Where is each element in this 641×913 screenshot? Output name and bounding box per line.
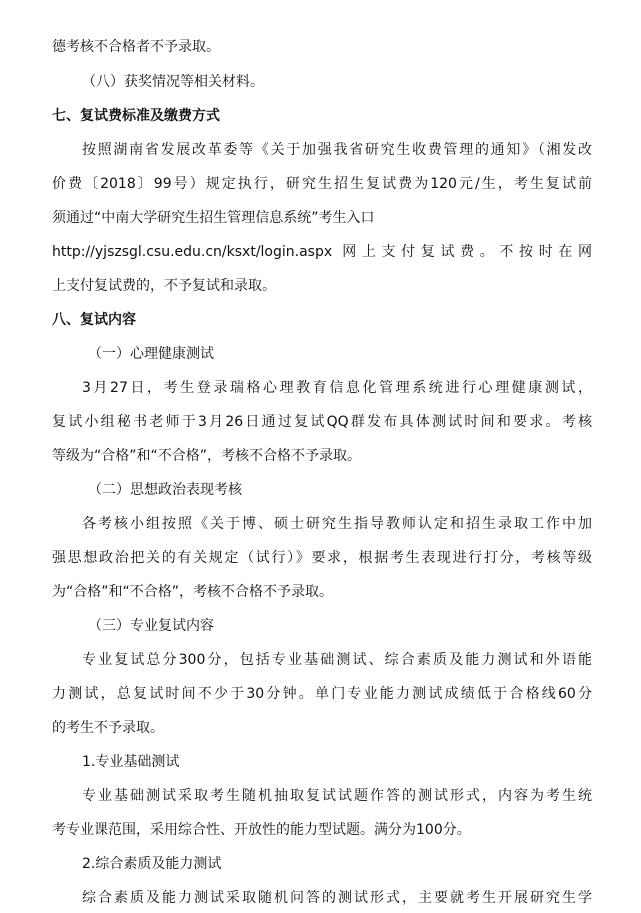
text-line: 考专业课范围，采用综合性、开放性的能力型试题。满分为100分。 — [52, 822, 471, 838]
section-heading: 七、复试费标准及缴费方式 — [52, 108, 220, 124]
text-line: 等级为“合格”和“不合格”，考核不合格不予录取。 — [52, 448, 362, 464]
text-line: 3月27日，考生登录瑞格心理教育信息化管理系统进行心理健康测试， — [82, 380, 592, 396]
subsection-heading: （一）心理健康测试 — [88, 346, 214, 362]
text-line: 专业基础测试采取考生随机抽取复试试题作答的测试形式，内容为考生统 — [82, 788, 592, 804]
text-line: 各考核小组按照《关于博、硕士研究生指导教师认定和招生录取工作中加 — [82, 516, 592, 532]
text-line: http://yjszsgl.csu.edu.cn/ksxt/login.aspx 网上支付复试费。不按时在网 — [52, 244, 592, 260]
text-line: 复试小组秘书老师于3月26日通过复试QQ群发布具体测试时间和要求。考核 — [52, 414, 592, 430]
subsection-heading: 1.专业基础测试 — [82, 754, 180, 770]
text-line: 为“合格”和“不合格”，考核不合格不予录取。 — [52, 584, 334, 600]
text-line: 价费〔2018〕99号）规定执行，研究生招生复试费为120元/生，考生复试前 — [52, 176, 592, 192]
text-line: 专业复试总分300分，包括专业基础测试、综合素质及能力测试和外语能 — [82, 652, 592, 668]
subsection-heading: （二）思想政治表现考核 — [88, 482, 242, 498]
subsection-heading: 2.综合素质及能力测试 — [82, 856, 222, 872]
section-heading: 八、复试内容 — [52, 312, 136, 328]
text-line: 综合素质及能力测试采取随机问答的测试形式，主要就考生开展研究生学 — [82, 890, 592, 906]
text-line: 上支付复试费的，不予复试和录取。 — [52, 278, 276, 294]
text-line: 的考生不予录取。 — [52, 720, 164, 736]
text-line: 强思想政治把关的有关规定（试行）》要求，根据考生表现进行打分，考核等级 — [52, 550, 592, 566]
text-line: 按照湖南省发展改革委等《关于加强我省研究生收费管理的通知》（湘发改 — [82, 142, 592, 158]
subsection-heading: （八）获奖情况等相关材料。 — [82, 74, 264, 90]
text-line: 力测试，总复试时间不少于30分钟。单门专业能力测试成绩低于合格线60分 — [52, 686, 592, 702]
subsection-heading: （三）专业复试内容 — [88, 618, 214, 634]
text-line: 须通过“中南大学研究生招生管理信息系统”考生入口 — [52, 210, 375, 226]
text-line: 德考核不合格者不予录取。 — [52, 39, 220, 55]
